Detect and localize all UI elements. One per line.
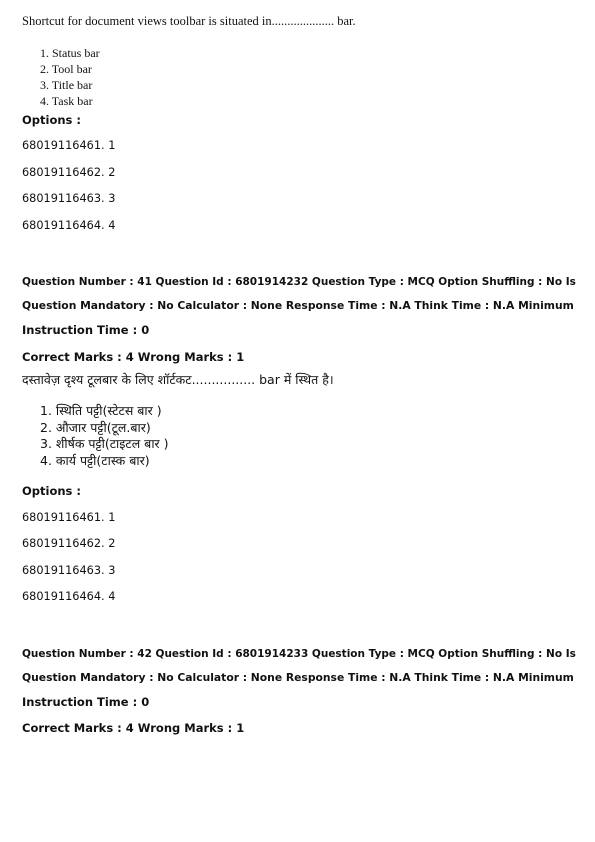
- question-41-meta-line1: Question Number : 41 Question Id : 6801914232 Question Type : MCQ Option Shuffling : No Is: [22, 276, 576, 288]
- choice-item: 4. Task bar: [40, 94, 93, 108]
- option-item: 68019116462. 2: [22, 537, 116, 550]
- question-42-meta-line2: Question Mandatory : No Calculator : None Response Time : N.A Think Time : N.A Minimum: [22, 671, 574, 684]
- options-label: Options :: [22, 484, 81, 498]
- options-label: Options :: [22, 113, 81, 127]
- choice-item: 3. Title bar: [40, 78, 93, 92]
- option-item: 68019116464. 4: [22, 590, 116, 603]
- option-item: 68019116463. 3: [22, 564, 116, 577]
- question-42-meta-line1: Question Number : 42 Question Id : 6801914233 Question Type : MCQ Option Shuffling : No Is: [22, 648, 576, 660]
- choice-item: 3. शीर्षक पट्टी(टाइटल बार ): [40, 436, 169, 451]
- option-item: 68019116463. 3: [22, 192, 116, 205]
- question-42-marks: Correct Marks : 4 Wrong Marks : 1: [22, 721, 245, 735]
- choice-item: 4. कार्य पट्टी(टास्क बार): [40, 452, 150, 468]
- option-item: 68019116464. 4: [22, 219, 116, 232]
- question-41-meta-line2: Question Mandatory : No Calculator : None Response Time : N.A Think Time : N.A Minimum: [22, 299, 574, 312]
- question-40-text: Shortcut for document views toolbar is situated in.................... bar.: [22, 14, 356, 28]
- question-41-meta-line3: Instruction Time : 0: [22, 323, 150, 337]
- option-item: 68019116461. 1: [22, 139, 116, 152]
- question-40-choices: [40, 45, 100, 109]
- question-41-marks: Correct Marks : 4 Wrong Marks : 1: [22, 350, 245, 364]
- option-item: 68019116462. 2: [22, 166, 116, 179]
- choice-item: 2. Tool bar: [40, 62, 92, 76]
- question-41-choices: [40, 403, 169, 469]
- choice-item: 2. औजार पट्टी(टूल.बार): [40, 419, 151, 435]
- option-item: 68019116461. 1: [22, 511, 116, 524]
- choice-item: 1. स्थिति पट्टी(स्टेटस बार ): [40, 403, 162, 418]
- question-41-text: दस्तावेज़ दृश्य टूलबार के लिए शॉर्टकट................ bar में स्थित है।: [22, 372, 334, 387]
- choice-item: 1. Status bar: [40, 46, 100, 60]
- question-42-meta-line3: Instruction Time : 0: [22, 695, 150, 709]
